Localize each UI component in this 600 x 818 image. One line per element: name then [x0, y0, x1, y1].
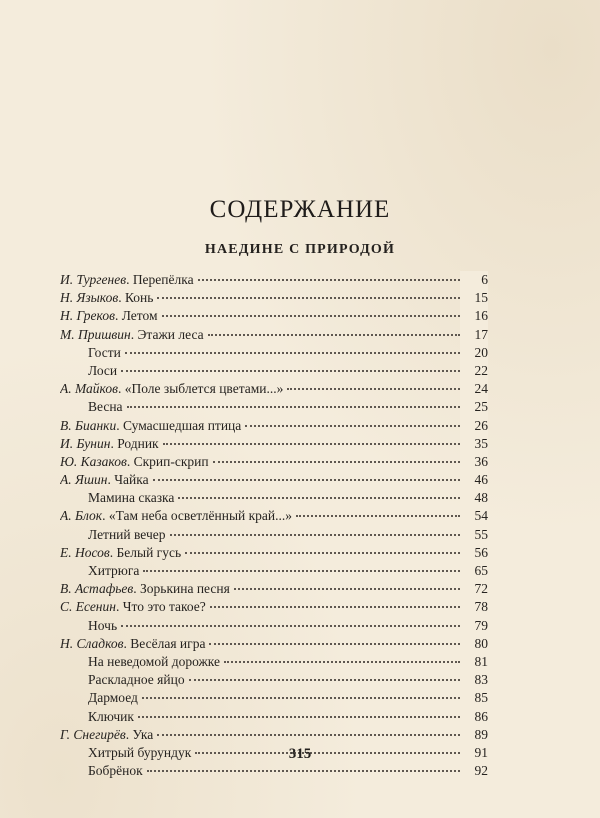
- toc-page-number: 24: [460, 380, 488, 398]
- dot-leader: [163, 435, 460, 445]
- dot-leader: [157, 289, 460, 299]
- toc-page-number: 56: [460, 544, 488, 562]
- toc-title: Зорькина песня: [140, 581, 230, 597]
- dot-leader: [185, 544, 460, 554]
- toc-entry-text: [88, 398, 460, 416]
- toc-entry: [0, 326, 600, 344]
- toc-entry-text: [88, 362, 460, 380]
- toc-entry-text: [88, 671, 460, 689]
- toc-entry-text: [60, 271, 460, 289]
- toc-page-number: 91: [460, 744, 488, 762]
- dot-leader: [162, 307, 460, 317]
- toc-separator: .: [118, 290, 125, 306]
- toc-author: Н. Языков: [60, 290, 119, 306]
- dot-leader: [209, 635, 460, 645]
- toc-entry: [0, 580, 600, 598]
- toc-title: Лоси: [88, 362, 118, 378]
- toc-entry: [0, 453, 600, 471]
- page-number: 315: [288, 746, 312, 762]
- toc-entry-text: [88, 526, 460, 544]
- toc-entry-text: [60, 417, 460, 435]
- toc-entry-text: [60, 635, 460, 653]
- toc-separator: .: [133, 581, 141, 597]
- toc-title: Белый гусь: [116, 544, 182, 560]
- toc-separator: .: [125, 726, 133, 742]
- toc-entry-text: [88, 708, 460, 726]
- toc-page-number: 16: [460, 307, 488, 325]
- toc-page-number: 81: [460, 653, 488, 671]
- toc-title: Летний вечер: [88, 526, 166, 542]
- toc-entry-text: [60, 471, 460, 489]
- dot-leader: [210, 598, 460, 608]
- toc-title: Конь: [124, 290, 154, 306]
- toc-separator: .: [116, 417, 123, 433]
- toc-title: Летом: [121, 308, 158, 324]
- toc-entry-text: [60, 726, 460, 744]
- toc-entry: [0, 526, 600, 544]
- toc-author: Е. Носов: [60, 544, 110, 560]
- table-of-contents: [0, 271, 600, 780]
- toc-entry-text: [60, 326, 460, 344]
- toc-page-number: 48: [460, 489, 488, 507]
- toc-entry: [0, 417, 600, 435]
- toc-page-number: 65: [460, 562, 488, 580]
- toc-title: Весёлая игра: [130, 635, 206, 651]
- toc-page-number: 85: [460, 689, 488, 707]
- dot-leader: [208, 326, 460, 336]
- toc-entry: [0, 598, 600, 616]
- toc-title: Хитрый бурундук: [88, 744, 192, 760]
- toc-entry-text: [60, 289, 460, 307]
- toc-title: Гости: [88, 344, 121, 360]
- toc-page-number: 83: [460, 671, 488, 689]
- toc-author: Н. Греков: [60, 308, 115, 324]
- toc-entry: [0, 653, 600, 671]
- toc-separator: .: [130, 326, 138, 342]
- toc-separator: .: [115, 599, 123, 615]
- dot-leader: [296, 507, 460, 517]
- toc-page-number: 17: [460, 326, 488, 344]
- toc-title: Раскладное яйцо: [88, 672, 185, 688]
- toc-entry: [0, 635, 600, 653]
- toc-entry-text: [88, 653, 460, 671]
- toc-entry-text: [60, 580, 460, 598]
- dot-leader: [125, 344, 460, 354]
- toc-separator: .: [123, 635, 131, 651]
- toc-entry-text: [88, 762, 460, 780]
- toc-title: Дармоед: [88, 690, 138, 706]
- toc-entry: [0, 762, 600, 780]
- toc-page-number: 79: [460, 617, 488, 635]
- toc-entry-text: [88, 689, 460, 707]
- toc-title: Скрип-скрип: [133, 453, 209, 469]
- dot-leader: [287, 380, 460, 390]
- toc-entry-text: [60, 380, 460, 398]
- toc-title: На неведомой дорожке: [88, 653, 221, 669]
- dot-leader: [121, 617, 460, 627]
- toc-separator: .: [117, 381, 125, 397]
- dot-leader: [170, 526, 461, 536]
- toc-author: Г. Снегирёв: [60, 726, 126, 742]
- toc-title: Ука: [132, 726, 154, 742]
- toc-author: С. Есенин: [60, 599, 116, 615]
- dot-leader: [245, 417, 460, 427]
- toc-entry: [0, 544, 600, 562]
- dot-leader: [189, 671, 460, 681]
- dot-leader: [142, 689, 460, 699]
- toc-page-number: 54: [460, 507, 488, 525]
- toc-entry-text: [88, 617, 460, 635]
- toc-entry: [0, 398, 600, 416]
- toc-separator: .: [109, 544, 117, 560]
- toc-separator: .: [110, 435, 118, 451]
- toc-title: Ночь: [88, 617, 118, 633]
- toc-entry: [0, 689, 600, 707]
- toc-entry-text: [60, 544, 460, 562]
- toc-entry: [0, 380, 600, 398]
- toc-title: Что это такое?: [122, 599, 206, 615]
- toc-author: М. Пришвин: [60, 326, 131, 342]
- page-title: СОДЕРЖАНИЕ: [209, 196, 391, 223]
- dot-leader: [157, 726, 460, 736]
- toc-page-number: 55: [460, 526, 488, 544]
- toc-page-number: 80: [460, 635, 488, 653]
- toc-entry: [0, 289, 600, 307]
- toc-page-number: 26: [460, 417, 488, 435]
- dot-leader: [138, 708, 460, 718]
- toc-entry: [0, 471, 600, 489]
- toc-entry: [0, 507, 600, 525]
- toc-page-number: 86: [460, 708, 488, 726]
- toc-page-number: 22: [460, 362, 488, 380]
- toc-separator: .: [126, 272, 133, 287]
- toc-entry: [0, 271, 600, 289]
- toc-entry: [0, 344, 600, 362]
- toc-title: «Там неба осветлённый край...»: [108, 508, 293, 524]
- toc-entry: [0, 435, 600, 453]
- toc-title: Ключик: [88, 708, 134, 724]
- toc-entry: [0, 708, 600, 726]
- toc-entry: [0, 362, 600, 380]
- toc-author: А. Блок: [60, 508, 103, 524]
- toc-entry: [0, 489, 600, 507]
- toc-title: Весна: [88, 399, 123, 415]
- toc-page-number: 36: [460, 453, 488, 471]
- toc-title: Родник: [117, 435, 159, 451]
- toc-author: И. Бунин: [60, 435, 111, 451]
- toc-page-number: 25: [460, 398, 488, 416]
- toc-title: Перепёлка: [132, 272, 194, 287]
- toc-entry-text: [60, 507, 460, 525]
- toc-title: «Поле зыблется цветами...»: [124, 381, 284, 397]
- section-title: НАЕДИНЕ С ПРИРОДОЙ: [204, 242, 396, 257]
- toc-author: Ю. Казаков: [60, 453, 127, 469]
- toc-separator: .: [102, 508, 109, 524]
- toc-title: Мамина сказка: [88, 490, 175, 506]
- toc-author: Н. Сладков: [60, 635, 124, 651]
- toc-title: Чайка: [114, 472, 149, 488]
- toc-author: В. Бианки: [60, 417, 117, 433]
- toc-page-number: 46: [460, 471, 488, 489]
- toc-entry: [0, 671, 600, 689]
- toc-entry: [0, 617, 600, 635]
- toc-page-number: 72: [460, 580, 488, 598]
- toc-entry-text: [60, 453, 460, 471]
- dot-leader: [121, 362, 460, 372]
- dot-leader: [213, 453, 460, 463]
- toc-title: Сумасшедшая птица: [122, 417, 242, 433]
- dot-leader: [127, 398, 460, 408]
- toc-author: А. Яшин: [60, 472, 108, 488]
- toc-separator: .: [107, 472, 115, 488]
- toc-page-number: 20: [460, 344, 488, 362]
- toc-entry-text: [88, 562, 460, 580]
- toc-author: А. Майков: [60, 381, 118, 397]
- toc-entry-text: [88, 344, 460, 362]
- dot-leader: [198, 271, 460, 281]
- toc-entry: [0, 726, 600, 744]
- dot-leader: [153, 471, 460, 481]
- toc-page-number: 78: [460, 598, 488, 616]
- toc-entry-text: [88, 489, 460, 507]
- dot-leader: [178, 489, 460, 499]
- toc-entry-text: [60, 435, 460, 453]
- toc-page-number: 15: [460, 289, 488, 307]
- toc-entry-text: [60, 307, 460, 325]
- toc-entry-text: [60, 598, 460, 616]
- toc-page-number: 6: [460, 271, 488, 289]
- toc-title: Бобрёнок: [88, 763, 143, 779]
- dot-leader: [147, 762, 460, 772]
- toc-entry: [0, 307, 600, 325]
- toc-separator: .: [126, 453, 134, 469]
- toc-page-number: 89: [460, 726, 488, 744]
- toc-title: Этажи леса: [137, 326, 204, 342]
- toc-author: И. Тургенев: [60, 272, 127, 287]
- toc-page-number: 35: [460, 435, 488, 453]
- toc-separator: .: [114, 308, 122, 324]
- toc-entry: [0, 562, 600, 580]
- toc-title: Хитрюга: [88, 563, 140, 578]
- toc-page-number: 92: [460, 762, 488, 780]
- dot-leader: [143, 562, 460, 572]
- toc-author: В. Астафьев: [60, 581, 134, 597]
- dot-leader: [234, 580, 460, 590]
- dot-leader: [224, 653, 460, 663]
